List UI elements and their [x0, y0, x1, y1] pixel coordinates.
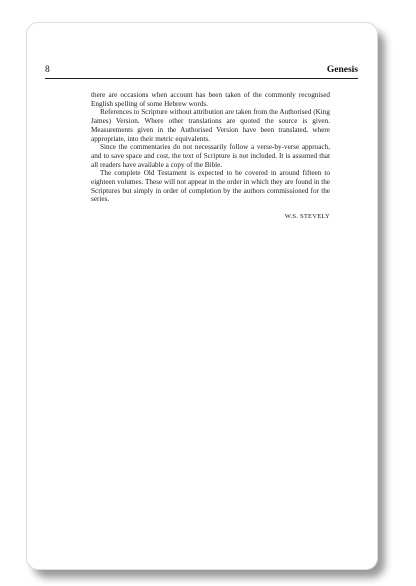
author-signature: W.S. STEVELY	[284, 213, 330, 221]
book-page	[26, 22, 378, 570]
running-head	[45, 65, 358, 79]
body-text	[91, 91, 330, 222]
paragraph-scripture-references: References to Scripture without attribution are taken from the Authorised (King James) Version. Where other translations are quoted the source is given. Measurements given in the Authorised Version have been translated, where appropriate, into their metric equivalents.	[91, 108, 330, 143]
paragraph-commentary-approach: Since the commentaries do not necessarily follow a verse-by-verse approach, and to save space and cost, the text of Scripture is not included. It is assumed that all readers have available a copy of the Bible.	[91, 143, 330, 169]
running-head-title: Genesis	[326, 65, 358, 75]
paragraph-continuation: there are occasions when account has been taken of the commonly recognised English spelling of some Hebrew words.	[91, 91, 330, 108]
page-number: 8	[45, 65, 50, 75]
paragraph-volumes: The complete Old Testament is expected to be covered in around fifteen to eighteen volumes. These will not appear in the order in which they are found in the Scriptures but simply in order of completion by the authors commissioned for the series.	[91, 169, 330, 204]
